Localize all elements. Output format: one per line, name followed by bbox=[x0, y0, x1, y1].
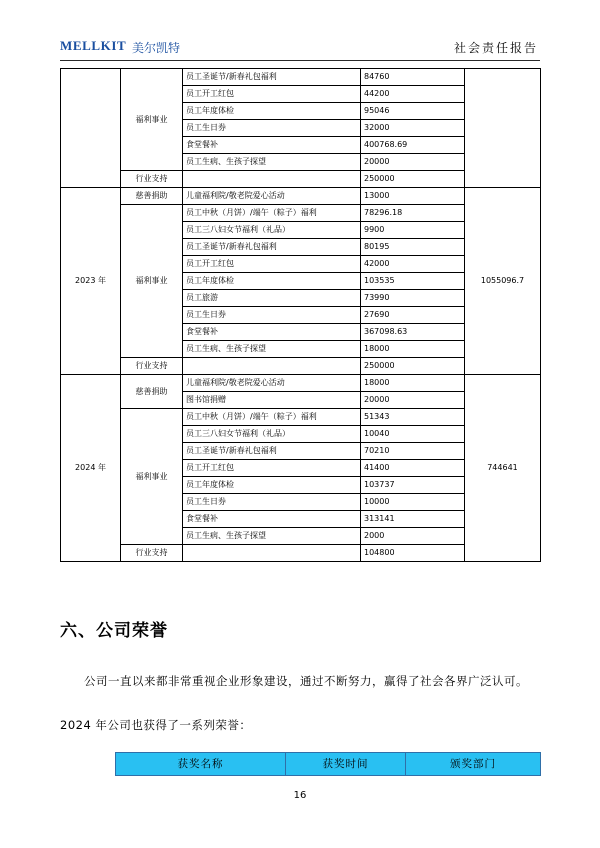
cell-item: 食堂餐补 bbox=[183, 324, 361, 341]
cell-value: 2000 bbox=[361, 528, 465, 545]
cell-category: 福利事业 bbox=[121, 69, 183, 171]
cell-value: 13000 bbox=[361, 188, 465, 205]
cell-value: 250000 bbox=[361, 358, 465, 375]
cell-total: 744641 bbox=[465, 375, 541, 562]
cell-value: 313141 bbox=[361, 511, 465, 528]
cell-category: 福利事业 bbox=[121, 409, 183, 545]
brand-name-cn: 美尔凯特 bbox=[132, 41, 181, 55]
page-header bbox=[60, 38, 540, 60]
cell-value: 80195 bbox=[361, 239, 465, 256]
cell-value: 27690 bbox=[361, 307, 465, 324]
cell-value: 367098.63 bbox=[361, 324, 465, 341]
table-row bbox=[116, 753, 541, 776]
paragraph-honors-intro: 2024 年公司也获得了一系列荣誉： bbox=[60, 718, 252, 732]
cell-item: 食堂餐补 bbox=[183, 511, 361, 528]
cell-item: 员工三八妇女节福利（礼品） bbox=[183, 222, 361, 239]
cell-item: 员工圣诞节/新春礼包福利 bbox=[183, 443, 361, 460]
cell-item: 员工圣诞节/新春礼包福利 bbox=[183, 239, 361, 256]
table-row bbox=[61, 69, 541, 86]
cell-item: 员工旅游 bbox=[183, 290, 361, 307]
cell-value: 103535 bbox=[361, 273, 465, 290]
header-divider bbox=[60, 60, 540, 61]
cell-value: 32000 bbox=[361, 120, 465, 137]
page-number: 16 bbox=[293, 790, 307, 801]
cell-item: 儿童福利院/敬老院爱心活动 bbox=[183, 188, 361, 205]
cell-category: 慈善捐助 bbox=[121, 188, 183, 205]
cell-item: 员工年度体检 bbox=[183, 273, 361, 290]
cell-value: 400768.69 bbox=[361, 137, 465, 154]
honors-col-date: 获奖时间 bbox=[286, 753, 406, 776]
cell-year: 2023 年 bbox=[61, 188, 121, 375]
table-row bbox=[61, 188, 541, 205]
brand-name-en: MELLKIT bbox=[60, 38, 127, 53]
table-row bbox=[61, 375, 541, 392]
cell-value: 41400 bbox=[361, 460, 465, 477]
cell-value: 18000 bbox=[361, 375, 465, 392]
cell-item: 员工生病、生孩子探望 bbox=[183, 154, 361, 171]
section-heading: 六、公司荣誉 bbox=[60, 621, 168, 641]
cell-value: 78296.18 bbox=[361, 205, 465, 222]
cell-item: 员工生日券 bbox=[183, 120, 361, 137]
cell-value: 20000 bbox=[361, 154, 465, 171]
cell-category: 行业支持 bbox=[121, 171, 183, 188]
cell-value: 70210 bbox=[361, 443, 465, 460]
honors-table bbox=[115, 752, 541, 776]
cell-value: 10040 bbox=[361, 426, 465, 443]
cell-item bbox=[183, 545, 361, 562]
cell-year: 2024 年 bbox=[61, 375, 121, 562]
cell-value: 103737 bbox=[361, 477, 465, 494]
document-title: 社会责任报告 bbox=[453, 41, 538, 55]
cell-item: 员工三八妇女节福利（礼品） bbox=[183, 426, 361, 443]
cell-category: 行业支持 bbox=[121, 358, 183, 375]
cell-value: 20000 bbox=[361, 392, 465, 409]
cell-value: 9900 bbox=[361, 222, 465, 239]
cell-item: 员工中秋（月饼）/端午（粽子）福利 bbox=[183, 205, 361, 222]
table-body bbox=[61, 69, 541, 562]
cell-total: 1055096.7 bbox=[465, 188, 541, 375]
cell-value: 84760 bbox=[361, 69, 465, 86]
cell-value: 18000 bbox=[361, 341, 465, 358]
cell-item: 员工中秋（月饼）/端午（粽子）福利 bbox=[183, 409, 361, 426]
cell-value: 95046 bbox=[361, 103, 465, 120]
paragraph-company-image: 公司一直以来都非常重视企业形象建设，通过不断努力，赢得了社会各界广泛认可。 bbox=[84, 674, 528, 688]
cell-category: 福利事业 bbox=[121, 205, 183, 358]
cell-value: 51343 bbox=[361, 409, 465, 426]
cell-item: 员工生病、生孩子探望 bbox=[183, 341, 361, 358]
cell-value: 44200 bbox=[361, 86, 465, 103]
cell-value: 250000 bbox=[361, 171, 465, 188]
cell-item: 食堂餐补 bbox=[183, 137, 361, 154]
cell-item: 儿童福利院/敬老院爱心活动 bbox=[183, 375, 361, 392]
cell-item: 图书馆捐赠 bbox=[183, 392, 361, 409]
social-contribution-table bbox=[60, 68, 541, 562]
cell-item: 员工生病、生孩子探望 bbox=[183, 528, 361, 545]
cell-item: 员工年度体检 bbox=[183, 477, 361, 494]
honors-col-name: 获奖名称 bbox=[116, 753, 286, 776]
cell-item: 员工生日券 bbox=[183, 307, 361, 324]
honors-table-head bbox=[116, 753, 541, 776]
cell-value: 10000 bbox=[361, 494, 465, 511]
cell-item: 员工生日券 bbox=[183, 494, 361, 511]
cell-item: 员工年度体检 bbox=[183, 103, 361, 120]
cell-year bbox=[61, 69, 121, 188]
cell-value: 104800 bbox=[361, 545, 465, 562]
cell-value: 73990 bbox=[361, 290, 465, 307]
cell-item bbox=[183, 171, 361, 188]
cell-item: 员工开工红包 bbox=[183, 86, 361, 103]
cell-item: 员工圣诞节/新春礼包福利 bbox=[183, 69, 361, 86]
cell-item: 员工开工红包 bbox=[183, 460, 361, 477]
cell-total bbox=[465, 69, 541, 188]
cell-value: 42000 bbox=[361, 256, 465, 273]
honors-col-department: 颁奖部门 bbox=[406, 753, 541, 776]
cell-item bbox=[183, 358, 361, 375]
cell-category: 慈善捐助 bbox=[121, 375, 183, 409]
cell-category: 行业支持 bbox=[121, 545, 183, 562]
cell-item: 员工开工红包 bbox=[183, 256, 361, 273]
